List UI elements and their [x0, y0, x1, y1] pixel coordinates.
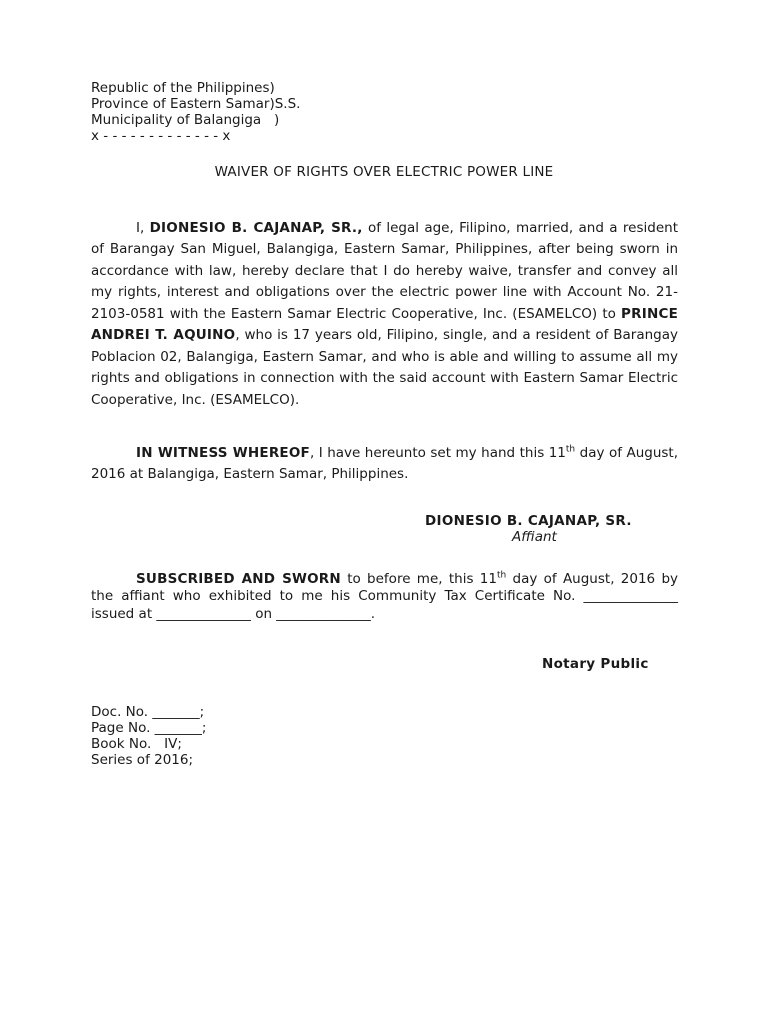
affiant-signature-name: DIONESIO B. CAJANAP, SR.: [425, 513, 632, 529]
venue-separator: x - - - - - - - - - - - - - x: [91, 128, 231, 144]
jurat-lead: SUBSCRIBED AND SWORN: [136, 570, 341, 587]
affiant-label: Affiant: [512, 529, 557, 545]
series-year: Series of 2016;: [91, 752, 194, 768]
waiver-paragraph: [91, 218, 678, 412]
p3-ordinal: th: [496, 570, 507, 580]
notary-public-label: Notary Public: [542, 656, 649, 672]
p2-text-1: , I have hereunto set my hand this 11: [309, 444, 566, 461]
witness-paragraph: [91, 443, 678, 486]
p1-text-2: of legal age, Filipino, married, and a resident of Barangay San Miguel, Balangiga, Eastern Samar, Philippines, after being sworn in accordance with law, hereby declare that I do hereby waive, transfer and convey all my rights, interest and obligations over the electric power line with Account No. 21-2103-0581 with the Eastern Samar Electric Cooperative, Inc. (ESAMELCO) to: [91, 219, 678, 322]
venue-municipality: Municipality of Balangiga ): [91, 112, 280, 128]
book-number: Book No. IV;: [91, 736, 182, 752]
p2-ordinal: th: [565, 444, 576, 454]
venue-province: Province of Eastern Samar)S.S.: [91, 96, 301, 112]
p1-text-3: , who is 17 years old, Filipino, single, and a resident of Barangay Poblacion 02, Balangiga, Eastern Samar, and who is able and willing to assume all my rights and obligations in connection with the said account with Eastern Samar Electric Cooperative, Inc. (ESAMELCO).: [91, 327, 678, 408]
p1-text-1: I,: [136, 219, 150, 236]
venue-block: [91, 80, 300, 144]
signature-block: [425, 513, 632, 545]
affiant-name-inline: DIONESIO B. CAJANAP, SR.,: [149, 219, 363, 236]
p3-text-1: to before me, this 11: [340, 570, 497, 587]
notarial-record: [91, 704, 206, 768]
venue-republic: Republic of the Philippines): [91, 80, 275, 96]
witness-lead: IN WITNESS WHEREOF: [136, 444, 310, 461]
p2-text-2: day of August, 2016 at Balangiga, Eastern Samar, Philippines.: [91, 444, 678, 482]
transferee-name: PRINCE ANDREI T. AQUINO: [91, 305, 678, 343]
page-number: Page No. _______;: [91, 720, 207, 736]
jurat-paragraph: [91, 571, 678, 624]
p3-text-2: day of August, 2016 by the affiant who exhibited to me his Community Tax Certificate No. ______________ issued at ______________ on ______________.: [91, 570, 678, 622]
doc-number: Doc. No. _______;: [91, 704, 205, 720]
document-title: WAIVER OF RIGHTS OVER ELECTRIC POWER LINE: [214, 164, 554, 180]
